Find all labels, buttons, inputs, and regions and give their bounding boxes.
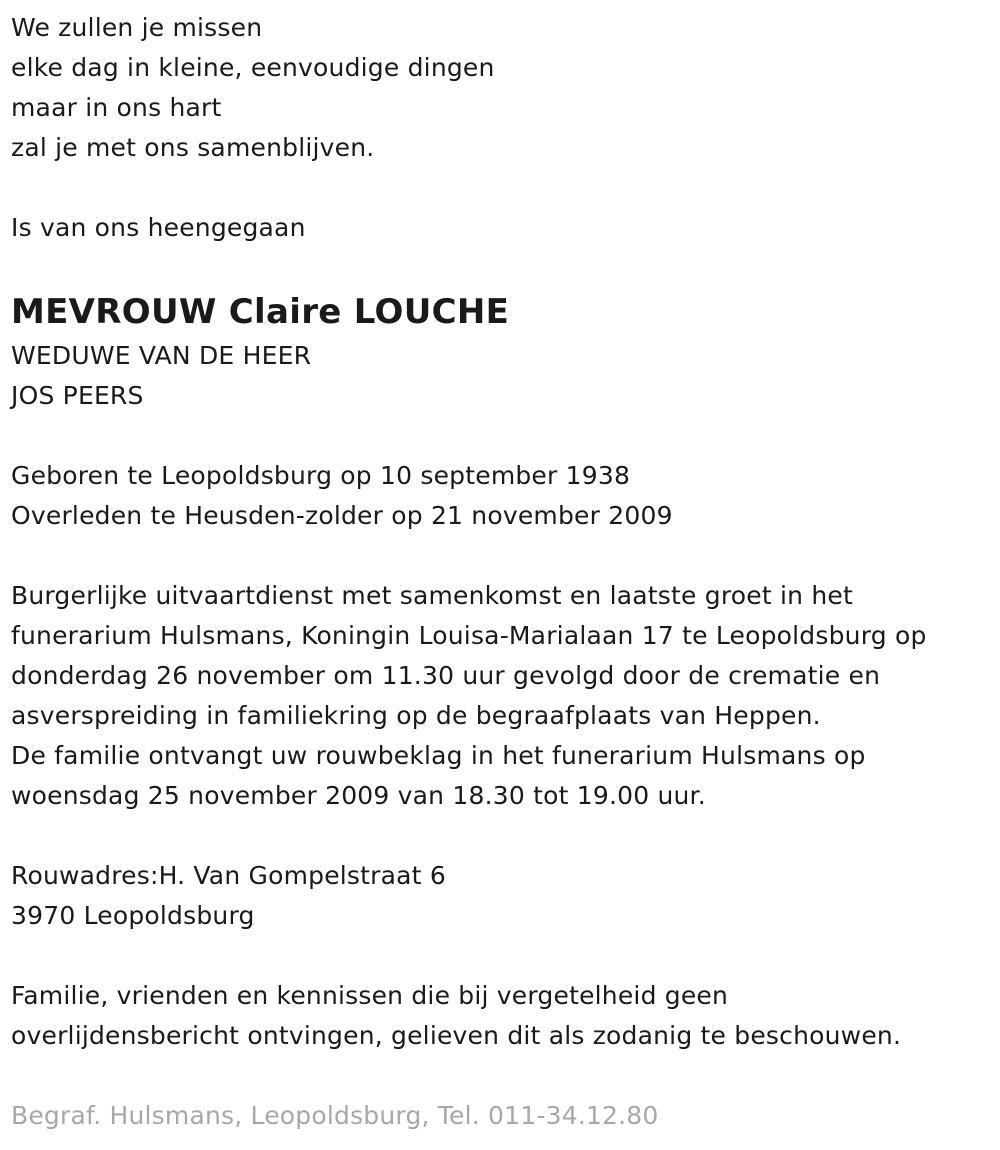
notice-block: [11, 976, 1000, 1056]
address-line: Rouwadres:H. Van Gompelstraat 6: [11, 861, 446, 890]
intro-text: Is van ons heengegaan: [11, 213, 306, 242]
poem-line: elke dag in kleine, eenvoudige dingen: [11, 53, 495, 82]
spacer: [11, 536, 1000, 576]
spouse-line: WEDUWE VAN DE HEER: [11, 341, 312, 370]
funeral-home-footer: Begraf. Hulsmans, Leopoldsburg, Tel. 011-34.12.80: [11, 1101, 659, 1130]
spacer: [11, 248, 1000, 288]
notice-line: Familie, vrienden en kennissen die bij vergetelheid geen: [11, 981, 729, 1010]
service-line: De familie ontvangt uw rouwbeklag in het funerarium Hulsmans op: [11, 741, 866, 770]
service-line: woensdag 25 november 2009 van 18.30 tot 19.00 uur.: [11, 781, 706, 810]
spacer: [11, 816, 1000, 856]
birth-line: Geboren te Leopoldsburg op 10 september 1938: [11, 461, 631, 490]
service-line: donderdag 26 november om 11.30 uur gevolgd door de crematie en: [11, 661, 881, 690]
poem-line: zal je met ons samenblijven.: [11, 133, 375, 162]
spacer: [11, 416, 1000, 456]
notice-line: overlijdensbericht ontvingen, gelieven dit als zodanig te beschouwen.: [11, 1021, 902, 1050]
poem-line: We zullen je missen: [11, 13, 263, 42]
spacer: [11, 1056, 1000, 1096]
service-line: asverspreiding in familiekring op de begraafplaats van Heppen.: [11, 701, 821, 730]
address-line: 3970 Leopoldsburg: [11, 901, 255, 930]
death-line: Overleden te Heusden-zolder op 21 november 2009: [11, 501, 673, 530]
spacer: [11, 936, 1000, 976]
service-line: Burgerlijke uitvaartdienst met samenkomst en laatste groet in het: [11, 581, 853, 610]
dates-block: [11, 456, 1000, 536]
spacer: [11, 168, 1000, 208]
deceased-name: MEVROUW Claire LOUCHE: [11, 292, 510, 332]
service-block: [11, 576, 1000, 816]
spouse-line: JOS PEERS: [11, 381, 144, 410]
poem-line: maar in ons hart: [11, 93, 222, 122]
poem: [11, 8, 1000, 168]
address-block: [11, 856, 1000, 936]
service-line: funerarium Hulsmans, Koningin Louisa-Marialaan 17 te Leopoldsburg op: [11, 621, 927, 650]
